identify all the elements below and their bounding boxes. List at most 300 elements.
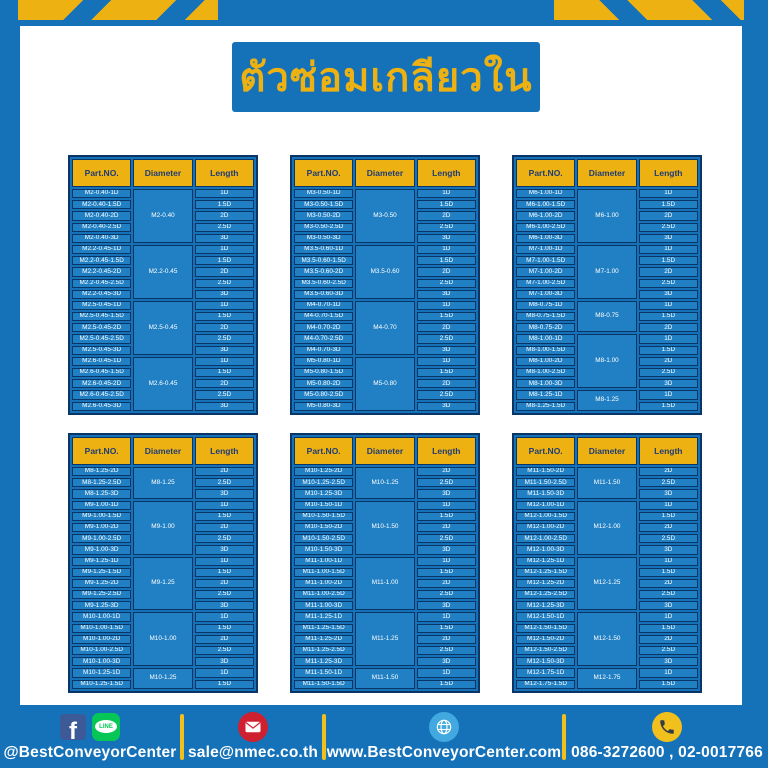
part-number-cell: M12-1.50-2D: [516, 635, 575, 644]
spec-table-3: [512, 155, 702, 415]
table-row: [516, 467, 698, 476]
diameter-cell: M10-1.25: [133, 668, 192, 689]
table-row: [72, 612, 254, 621]
diameter-cell: M9-1.25: [133, 557, 192, 611]
part-number-cell: M3.5-0.60-3D: [294, 290, 353, 299]
length-cell: 2.5D: [195, 478, 254, 487]
part-number-cell: M12-1.00-1D: [516, 501, 575, 510]
hazard-stripes-left: [18, 0, 218, 20]
part-number-cell: M10-1.50-1.5D: [294, 512, 353, 521]
part-number-cell: M8-1.25-3D: [72, 489, 131, 498]
column-header: Diameter: [355, 159, 414, 187]
length-cell: 1.5D: [417, 568, 476, 577]
top-hazard-band: [0, 0, 768, 26]
length-cell: 2.5D: [195, 279, 254, 288]
part-number-cell: M10-1.00-2.5D: [72, 646, 131, 655]
part-number-cell: M2.6-0.45-3D: [72, 402, 131, 411]
length-cell: 2D: [417, 379, 476, 388]
part-number-cell: M6-1.00-3D: [516, 234, 575, 243]
column-header: Length: [195, 159, 254, 187]
part-number-cell: M2-0.40-2.5D: [72, 223, 131, 232]
part-number-cell: M2-0.40-2D: [72, 211, 131, 220]
part-number-cell: M10-1.50-3D: [294, 545, 353, 554]
length-cell: 2D: [195, 523, 254, 532]
part-number-cell: M5-0.80-1.5D: [294, 368, 353, 377]
diameter-cell: M2.6-0.45: [133, 357, 192, 411]
table-row: [72, 467, 254, 476]
part-number-cell: M3-0.50-1.5D: [294, 200, 353, 209]
handset-glyph: [658, 718, 676, 736]
length-cell: 1D: [417, 557, 476, 566]
part-number-cell: M3-0.50-1D: [294, 189, 353, 198]
part-number-cell: M8-1.00-2.5D: [516, 368, 575, 377]
hazard-stripes-right: [554, 0, 744, 20]
part-number-cell: M4-0.70-1D: [294, 301, 353, 310]
phone-text: 086-3272600 , 02-0017766: [571, 743, 763, 761]
part-number-cell: M11-1.50-3D: [516, 489, 575, 498]
length-cell: 1.5D: [195, 680, 254, 689]
length-cell: 2.5D: [639, 534, 698, 543]
part-number-cell: M2.2-0.45-2.5D: [72, 279, 131, 288]
part-number-cell: M3-0.50-2.5D: [294, 223, 353, 232]
footer-social-section: [0, 705, 180, 768]
part-number-cell: M12-1.25-1.5D: [516, 568, 575, 577]
length-cell: 2.5D: [417, 223, 476, 232]
column-header: Part.NO.: [72, 437, 131, 465]
part-number-cell: M8-0.75-1D: [516, 301, 575, 310]
part-number-cell: M2.5-0.45-1.5D: [72, 312, 131, 321]
column-header: Part.NO.: [294, 437, 353, 465]
part-number-cell: M2-0.40-3D: [72, 234, 131, 243]
part-number-cell: M2.2-0.45-1.5D: [72, 256, 131, 265]
diameter-cell: M10-1.50: [355, 501, 414, 555]
length-cell: 3D: [195, 234, 254, 243]
column-header: Part.NO.: [72, 159, 131, 187]
table-row: [294, 668, 476, 677]
diameter-cell: M12-1.50: [577, 612, 636, 666]
part-number-cell: M8-1.00-2D: [516, 357, 575, 366]
part-number-cell: M9-1.00-2.5D: [72, 534, 131, 543]
diameter-cell: M8-0.75: [577, 301, 636, 333]
diameter-cell: M10-1.00: [133, 612, 192, 666]
tables-grid: [68, 155, 702, 693]
part-number-cell: M11-1.00-2.5D: [294, 590, 353, 599]
length-cell: 1D: [195, 245, 254, 254]
length-cell: 2D: [639, 467, 698, 476]
footer-email-section: [184, 705, 322, 768]
part-number-cell: M2.6-0.45-1D: [72, 357, 131, 366]
part-number-cell: M3-0.50-2D: [294, 211, 353, 220]
length-cell: 1.5D: [417, 680, 476, 689]
website-text: www.BestConveyorCenter.com: [326, 743, 562, 761]
length-cell: 1.5D: [417, 312, 476, 321]
length-cell: 2.5D: [639, 368, 698, 377]
length-cell: 2.5D: [639, 646, 698, 655]
column-header: Length: [639, 159, 698, 187]
globe-icon: [429, 712, 459, 742]
table-row: [516, 668, 698, 677]
part-number-cell: M10-1.00-2D: [72, 635, 131, 644]
part-number-cell: M8-1.25-1.5D: [516, 402, 575, 411]
part-number-cell: M7-1.00-1.5D: [516, 256, 575, 265]
part-number-cell: M2.2-0.45-2D: [72, 267, 131, 276]
part-number-cell: M12-1.00-1.5D: [516, 512, 575, 521]
table-row: [516, 501, 698, 510]
column-header: Diameter: [577, 159, 636, 187]
length-cell: 2D: [195, 635, 254, 644]
length-cell: 1.5D: [639, 624, 698, 633]
part-number-cell: M11-1.25-2D: [294, 635, 353, 644]
column-header: Part.NO.: [516, 159, 575, 187]
length-cell: 3D: [417, 601, 476, 610]
facebook-icon: f: [60, 714, 86, 740]
table-row: [72, 501, 254, 510]
length-cell: 1.5D: [639, 680, 698, 689]
part-number-cell: M11-1.50-2D: [516, 467, 575, 476]
length-cell: 2.5D: [417, 534, 476, 543]
part-number-cell: M9-1.00-1D: [72, 501, 131, 510]
part-number-cell: M2.2-0.45-1D: [72, 245, 131, 254]
length-cell: 2.5D: [639, 590, 698, 599]
length-cell: 2D: [639, 267, 698, 276]
length-cell: 1D: [195, 557, 254, 566]
part-number-cell: M12-1.25-2.5D: [516, 590, 575, 599]
length-cell: 1.5D: [195, 200, 254, 209]
part-number-cell: M7-1.00-2D: [516, 267, 575, 276]
part-number-cell: M4-0.70-3D: [294, 346, 353, 355]
part-number-cell: M9-1.25-1D: [72, 557, 131, 566]
length-cell: 1.5D: [195, 624, 254, 633]
length-cell: 2.5D: [195, 390, 254, 399]
column-header: Diameter: [133, 159, 192, 187]
column-header: Length: [417, 437, 476, 465]
part-number-cell: M8-1.00-3D: [516, 379, 575, 388]
part-number-cell: M6-1.00-2D: [516, 211, 575, 220]
length-cell: 3D: [417, 346, 476, 355]
length-cell: 2D: [639, 323, 698, 332]
part-number-cell: M8-0.75-2D: [516, 323, 575, 332]
part-number-cell: M3-0.50-3D: [294, 234, 353, 243]
length-cell: 1.5D: [195, 312, 254, 321]
part-number-cell: M3.5-0.60-1D: [294, 245, 353, 254]
column-header: Length: [195, 437, 254, 465]
length-cell: 2D: [417, 467, 476, 476]
spec-table-4: [68, 433, 258, 693]
envelope-glyph: [244, 718, 262, 736]
length-cell: 2D: [417, 267, 476, 276]
length-cell: 2D: [417, 211, 476, 220]
part-number-cell: M9-1.25-2D: [72, 579, 131, 588]
part-number-cell: M2.5-0.45-2D: [72, 323, 131, 332]
part-number-cell: M2.6-0.45-2.5D: [72, 390, 131, 399]
part-number-cell: M8-1.25-1D: [516, 390, 575, 399]
length-cell: 1D: [417, 189, 476, 198]
length-cell: 2D: [639, 357, 698, 366]
diameter-cell: M10-1.25: [355, 467, 414, 499]
part-number-cell: M12-1.00-2.5D: [516, 534, 575, 543]
table-row: [72, 668, 254, 677]
length-cell: 1.5D: [639, 312, 698, 321]
line-icon: [92, 713, 120, 741]
part-number-cell: M5-0.80-1D: [294, 357, 353, 366]
table-row: [72, 557, 254, 566]
length-cell: 1D: [639, 390, 698, 399]
part-number-cell: M12-1.00-3D: [516, 545, 575, 554]
length-cell: 1D: [195, 189, 254, 198]
length-cell: 2D: [417, 523, 476, 532]
table-row: [294, 501, 476, 510]
length-cell: 3D: [195, 402, 254, 411]
length-cell: 1D: [417, 245, 476, 254]
part-number-cell: M11-1.00-3D: [294, 601, 353, 610]
part-number-cell: M10-1.25-2D: [294, 467, 353, 476]
part-number-cell: M8-0.75-1.5D: [516, 312, 575, 321]
part-number-cell: M9-1.00-2D: [72, 523, 131, 532]
length-cell: 1.5D: [195, 512, 254, 521]
length-cell: 1.5D: [195, 368, 254, 377]
length-cell: 3D: [639, 545, 698, 554]
length-cell: 2D: [195, 211, 254, 220]
page-title: [232, 42, 540, 112]
length-cell: 3D: [417, 657, 476, 666]
part-number-cell: M8-1.25-2.5D: [72, 478, 131, 487]
length-cell: 2.5D: [417, 390, 476, 399]
diameter-cell: M2-0.40: [133, 189, 192, 243]
diameter-cell: M2.5-0.45: [133, 301, 192, 355]
diameter-cell: M2.2-0.45: [133, 245, 192, 299]
part-number-cell: M11-1.00-1D: [294, 557, 353, 566]
length-cell: 2D: [639, 579, 698, 588]
table-row: [294, 301, 476, 310]
part-number-cell: M10-1.25-1.5D: [72, 680, 131, 689]
part-number-cell: M2.5-0.45-2.5D: [72, 334, 131, 343]
length-cell: 1D: [639, 501, 698, 510]
part-number-cell: M12-1.75-1D: [516, 668, 575, 677]
table-row: [516, 245, 698, 254]
part-number-cell: M12-1.50-2.5D: [516, 646, 575, 655]
part-number-cell: M9-1.25-1.5D: [72, 568, 131, 577]
length-cell: 2.5D: [639, 223, 698, 232]
part-number-cell: M2.5-0.45-1D: [72, 301, 131, 310]
length-cell: 1.5D: [639, 346, 698, 355]
table-row: [294, 189, 476, 198]
length-cell: 2.5D: [417, 646, 476, 655]
table-row: [516, 557, 698, 566]
table-row: [516, 612, 698, 621]
length-cell: 1.5D: [639, 256, 698, 265]
diameter-cell: M11-1.50: [355, 668, 414, 689]
length-cell: 1.5D: [417, 200, 476, 209]
column-header: Length: [639, 437, 698, 465]
footer-bar: [0, 705, 768, 768]
part-number-cell: M2.5-0.45-3D: [72, 346, 131, 355]
length-cell: 2D: [417, 579, 476, 588]
length-cell: 2D: [195, 267, 254, 276]
part-number-cell: M10-1.00-1.5D: [72, 624, 131, 633]
part-number-cell: M10-1.50-2.5D: [294, 534, 353, 543]
part-number-cell: M12-1.75-1.5D: [516, 680, 575, 689]
length-cell: 2D: [639, 523, 698, 532]
spec-table-1: [68, 155, 258, 415]
length-cell: 2.5D: [195, 534, 254, 543]
part-number-cell: M10-1.00-3D: [72, 657, 131, 666]
length-cell: 3D: [195, 545, 254, 554]
part-number-cell: M4-0.70-2D: [294, 323, 353, 332]
length-cell: 1.5D: [417, 256, 476, 265]
diameter-cell: M12-1.25: [577, 557, 636, 611]
diameter-cell: M3.5-0.60: [355, 245, 414, 299]
diameter-cell: M5-0.80: [355, 357, 414, 411]
length-cell: 2.5D: [639, 478, 698, 487]
spec-table-5: [290, 433, 480, 693]
table-row: [294, 357, 476, 366]
length-cell: 1D: [639, 612, 698, 621]
part-number-cell: M9-1.25-2.5D: [72, 590, 131, 599]
table-row: [294, 612, 476, 621]
part-number-cell: M3.5-0.60-2.5D: [294, 279, 353, 288]
length-cell: 3D: [639, 379, 698, 388]
part-number-cell: M6-1.00-2.5D: [516, 223, 575, 232]
part-number-cell: M3.5-0.60-2D: [294, 267, 353, 276]
diameter-cell: M11-1.50: [577, 467, 636, 499]
length-cell: 2.5D: [639, 279, 698, 288]
part-number-cell: M11-1.50-2.5D: [516, 478, 575, 487]
length-cell: 3D: [639, 290, 698, 299]
length-cell: 3D: [195, 489, 254, 498]
diameter-cell: M4-0.70: [355, 301, 414, 355]
part-number-cell: M10-1.00-1D: [72, 612, 131, 621]
diameter-cell: M7-1.00: [577, 245, 636, 299]
part-number-cell: M12-1.50-1.5D: [516, 624, 575, 633]
content-area: [20, 26, 742, 705]
column-header: Diameter: [577, 437, 636, 465]
spec-table-6: [512, 433, 702, 693]
diameter-cell: M8-1.25: [133, 467, 192, 499]
part-number-cell: M11-1.00-1.5D: [294, 568, 353, 577]
length-cell: 2D: [195, 379, 254, 388]
length-cell: 1D: [639, 557, 698, 566]
footer-phone-section: [566, 705, 768, 768]
length-cell: 3D: [417, 489, 476, 498]
length-cell: 2.5D: [195, 334, 254, 343]
length-cell: 1.5D: [417, 624, 476, 633]
table-row: [294, 557, 476, 566]
length-cell: 1.5D: [417, 368, 476, 377]
part-number-cell: M11-1.50-1.5D: [294, 680, 353, 689]
footer-website-section: [326, 705, 562, 768]
length-cell: 1D: [195, 612, 254, 621]
length-cell: 1.5D: [417, 512, 476, 521]
length-cell: 1.5D: [195, 568, 254, 577]
phone-icon: [652, 712, 682, 742]
table-row: [72, 245, 254, 254]
length-cell: 1D: [417, 612, 476, 621]
length-cell: 1.5D: [639, 568, 698, 577]
length-cell: 2.5D: [417, 279, 476, 288]
part-number-cell: M5-0.80-2D: [294, 379, 353, 388]
social-handle-text: @BestConveyorCenter: [3, 743, 177, 761]
length-cell: 1.5D: [195, 256, 254, 265]
length-cell: 1D: [195, 668, 254, 677]
social-icons: [60, 712, 120, 742]
length-cell: 1D: [417, 301, 476, 310]
part-number-cell: M9-1.00-1.5D: [72, 512, 131, 521]
length-cell: 1D: [195, 357, 254, 366]
part-number-cell: M4-0.70-2.5D: [294, 334, 353, 343]
length-cell: 3D: [639, 657, 698, 666]
part-number-cell: M8-1.00-1D: [516, 334, 575, 343]
part-number-cell: M3.5-0.60-1.5D: [294, 256, 353, 265]
table-row: [294, 245, 476, 254]
length-cell: 1D: [417, 501, 476, 510]
column-header: Part.NO.: [516, 437, 575, 465]
length-cell: 3D: [195, 657, 254, 666]
length-cell: 1.5D: [639, 512, 698, 521]
part-number-cell: M4-0.70-1.5D: [294, 312, 353, 321]
length-cell: 1D: [417, 357, 476, 366]
length-cell: 2D: [417, 635, 476, 644]
part-number-cell: M9-1.25-3D: [72, 601, 131, 610]
length-cell: 2D: [639, 635, 698, 644]
part-number-cell: M12-1.25-2D: [516, 579, 575, 588]
part-number-cell: M10-1.50-1D: [294, 501, 353, 510]
table-row: [516, 390, 698, 399]
part-number-cell: M5-0.80-3D: [294, 402, 353, 411]
length-cell: 2D: [195, 467, 254, 476]
length-cell: 2.5D: [195, 223, 254, 232]
part-number-cell: M12-1.00-2D: [516, 523, 575, 532]
part-number-cell: M9-1.00-3D: [72, 545, 131, 554]
length-cell: 1D: [639, 334, 698, 343]
part-number-cell: M2.2-0.45-3D: [72, 290, 131, 299]
part-number-cell: M11-1.25-1D: [294, 612, 353, 621]
table-row: [72, 301, 254, 310]
length-cell: 1D: [417, 668, 476, 677]
email-icon: [238, 712, 268, 742]
part-number-cell: M7-1.00-2.5D: [516, 279, 575, 288]
length-cell: 3D: [195, 601, 254, 610]
column-header: Diameter: [133, 437, 192, 465]
length-cell: 1D: [639, 245, 698, 254]
length-cell: 3D: [195, 346, 254, 355]
part-number-cell: M6-1.00-1.5D: [516, 200, 575, 209]
length-cell: 3D: [639, 234, 698, 243]
part-number-cell: M2-0.40-1.5D: [72, 200, 131, 209]
diameter-cell: M9-1.00: [133, 501, 192, 555]
part-number-cell: M6-1.00-1D: [516, 189, 575, 198]
length-cell: 3D: [417, 234, 476, 243]
diameter-cell: M11-1.00: [355, 557, 414, 611]
diameter-cell: M8-1.25: [577, 390, 636, 411]
length-cell: 2D: [195, 579, 254, 588]
part-number-cell: M11-1.25-3D: [294, 657, 353, 666]
column-header: Length: [417, 159, 476, 187]
diameter-cell: M3-0.50: [355, 189, 414, 243]
length-cell: 1D: [639, 668, 698, 677]
length-cell: 3D: [639, 601, 698, 610]
length-cell: 2.5D: [195, 590, 254, 599]
length-cell: 1D: [195, 501, 254, 510]
diameter-cell: M11-1.25: [355, 612, 414, 666]
part-number-cell: M5-0.80-2.5D: [294, 390, 353, 399]
length-cell: 2D: [417, 323, 476, 332]
part-number-cell: M8-1.00-1.5D: [516, 346, 575, 355]
length-cell: 2D: [195, 323, 254, 332]
table-row: [516, 334, 698, 343]
table-row: [516, 301, 698, 310]
length-cell: 3D: [417, 290, 476, 299]
email-text: sale@nmec.co.th: [187, 743, 319, 761]
